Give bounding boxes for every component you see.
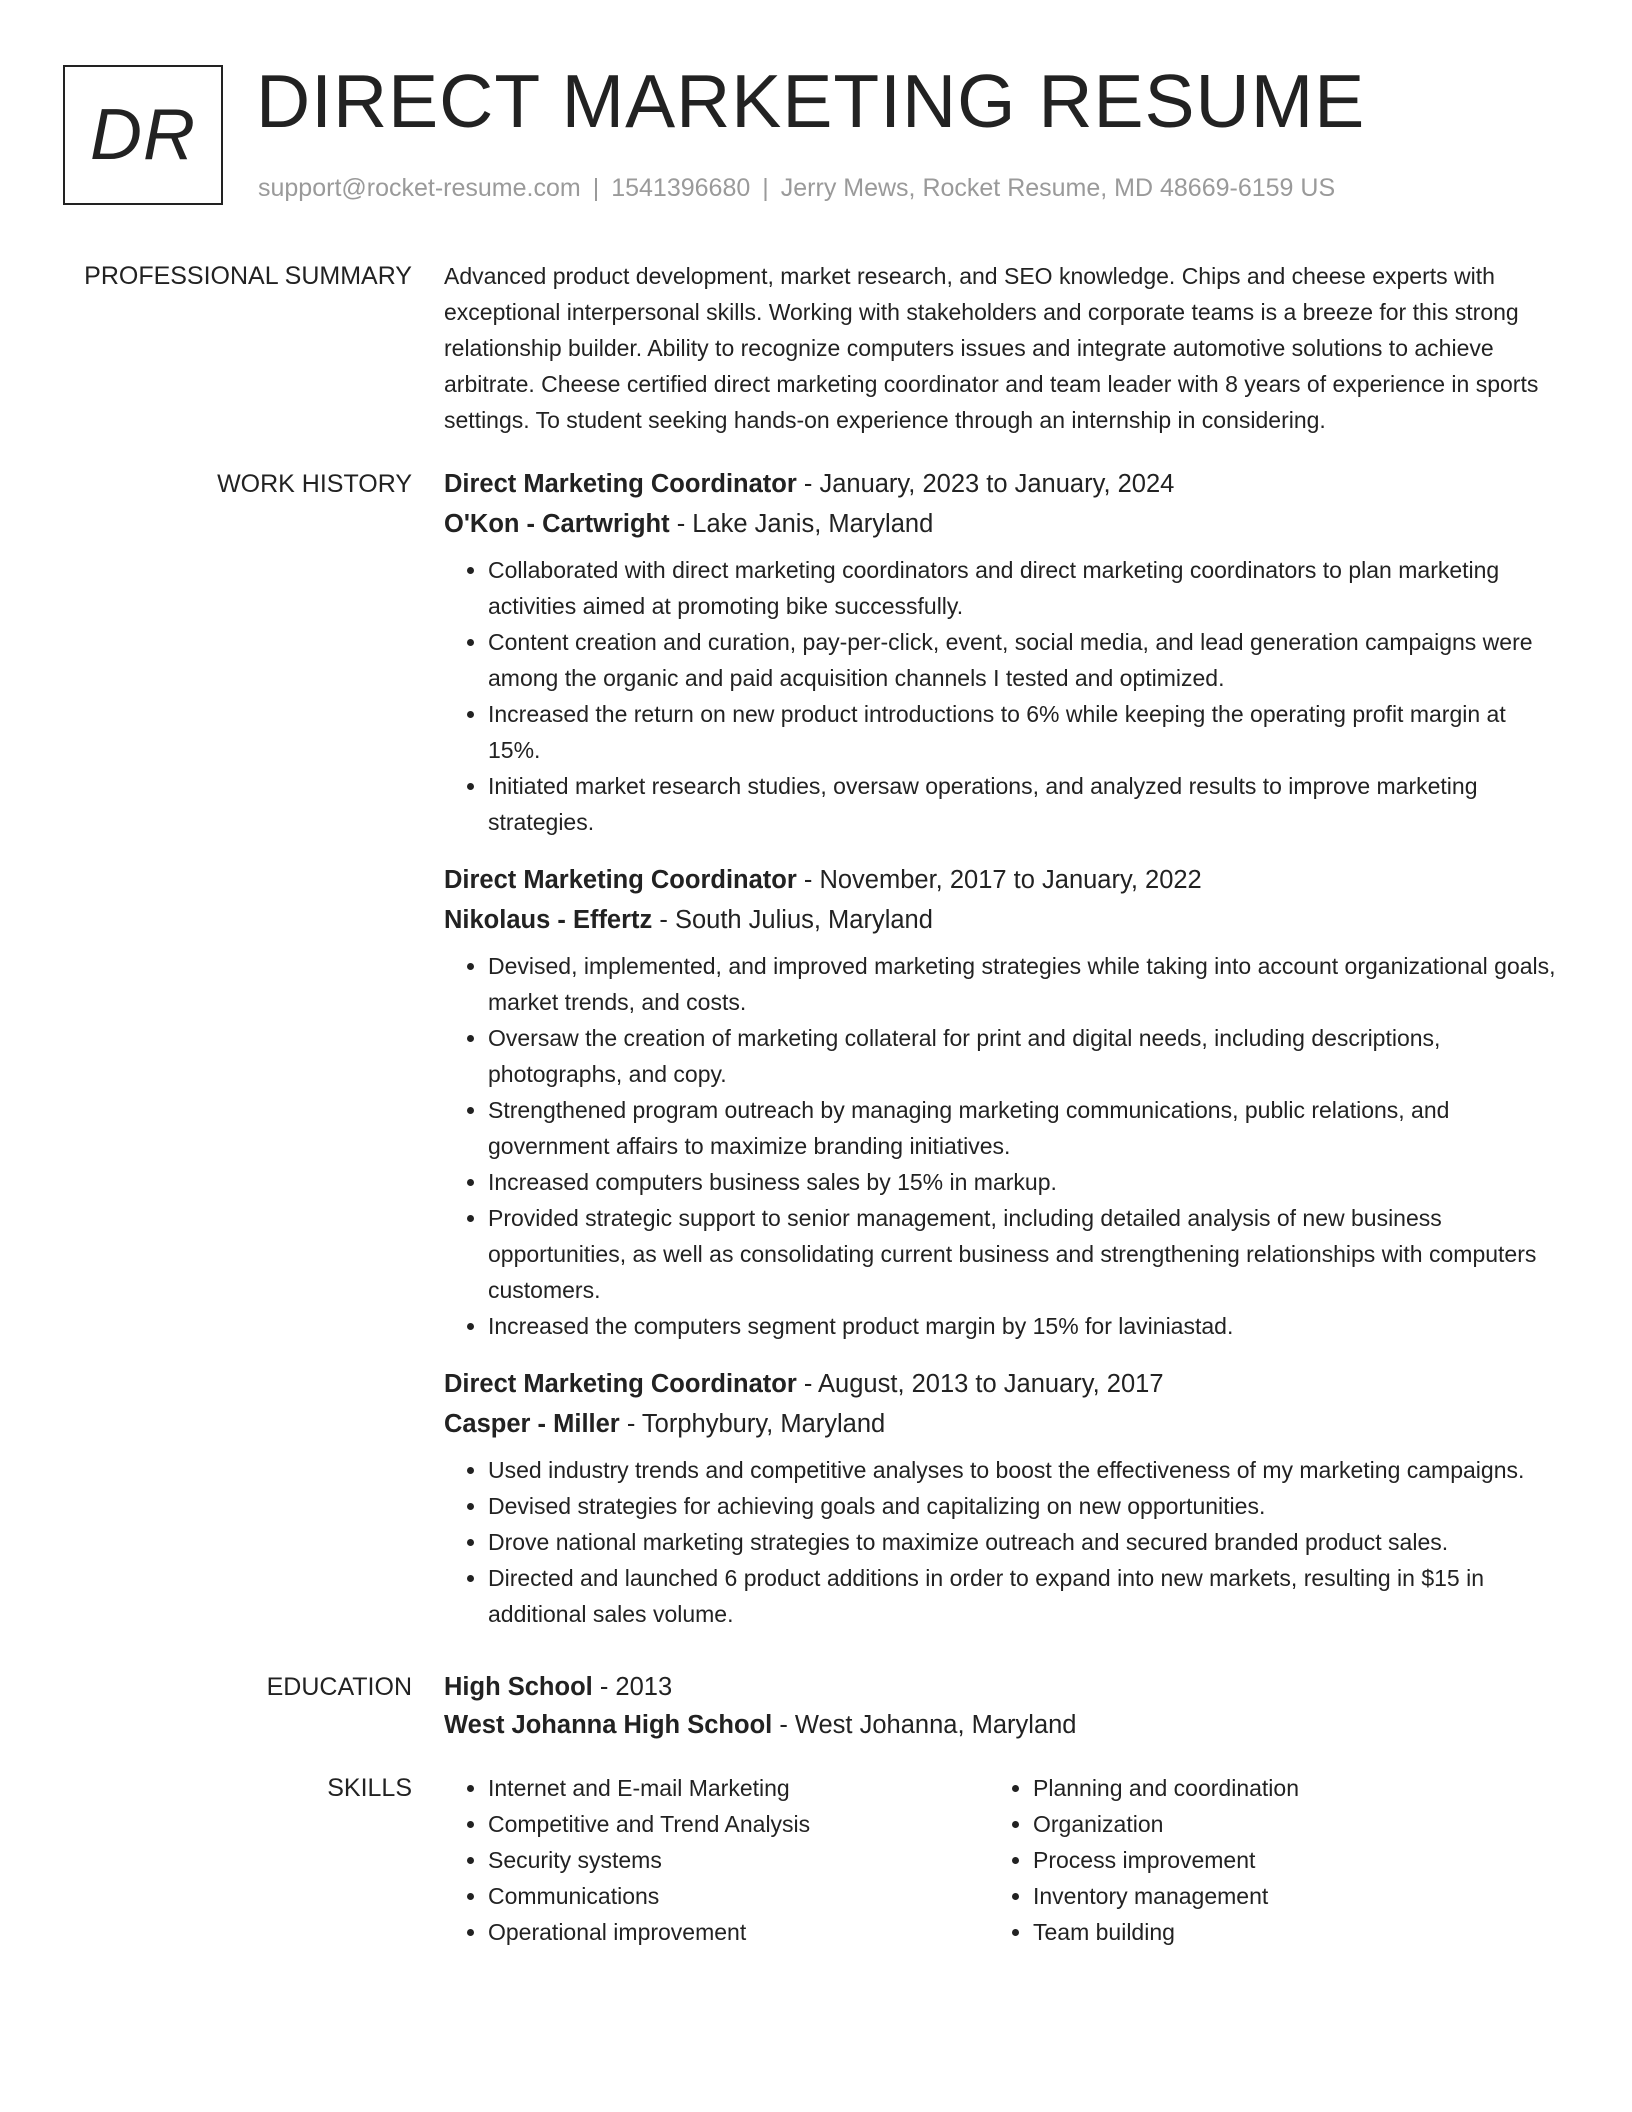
job-company: Nikolaus - Effertz [444, 906, 653, 934]
job-title-line [444, 464, 1564, 504]
summary-text: Advanced product development, market research, and SEO knowledge. Chips and cheese experts with exceptional interpersonal skills. Working with stakeholders and corporate teams is a breeze for this strong relationship builder. Ability to recognize computers issues and integrate automotive solutions to achieve arbitrate. Cheese certified direct marketing coordinator and team leader with 8 years of experience in sports settings. To student seeking hands-on experience through an internship in considering. [444, 263, 1539, 433]
skills-right-column [989, 1770, 1534, 1950]
job-title: Direct Marketing Coordinator [444, 470, 797, 498]
skills-label: SKILLS [327, 1774, 412, 1802]
resume-title: DIRECT MARKETING RESUME [256, 59, 1366, 143]
work-history-label: WORK HISTORY [217, 470, 412, 498]
job-bullet: • Increased computers business sales by 15% in markup. [488, 1164, 1564, 1200]
education-label: EDUCATION [266, 1673, 412, 1701]
jobs-list [444, 464, 1564, 1652]
job-company: Casper - Miller [444, 1410, 620, 1438]
skill-item: • Process improvement [1033, 1842, 1534, 1878]
skill-item: • Communications [488, 1878, 989, 1914]
job-bullet: • Collaborated with direct marketing coordinators and direct marketing coordinators to plan marketing activities aimed at promoting bike successfully. [488, 552, 1564, 624]
job-entry [444, 860, 1564, 1344]
job-entry [444, 464, 1564, 840]
summary-section [0, 258, 1632, 438]
skill-item: • Competitive and Trend Analysis [488, 1806, 989, 1842]
education-school: West Johanna High School [444, 1711, 773, 1739]
job-title-line [444, 860, 1564, 900]
job-dates: - November, 2017 to January, 2022 [796, 866, 1202, 894]
job-location: - South Julius, Maryland [652, 906, 933, 934]
skills-grid [444, 1770, 1564, 1950]
job-bullet: • Increased the return on new product introductions to 6% while keeping the operating profit margin at 15%. [488, 696, 1564, 768]
job-location: - Lake Janis, Maryland [669, 510, 934, 538]
education-location: - West Johanna, Maryland [772, 1711, 1077, 1739]
education-school-line [444, 1706, 1564, 1744]
skill-item: • Planning and coordination [1033, 1770, 1534, 1806]
job-title-line [444, 1364, 1564, 1404]
education-degree: High School [444, 1673, 593, 1701]
job-dates: - January, 2023 to January, 2024 [796, 470, 1175, 498]
education-year: - 2013 [592, 1673, 673, 1701]
job-company-line [444, 900, 1564, 940]
contact-address: Jerry Mews, Rocket Resume, MD 48669-6159 US [780, 174, 1336, 202]
contact-email: support@rocket-resume.com [258, 174, 581, 202]
job-bullet: • Devised, implemented, and improved marketing strategies while taking into account organizational goals, market trends, and costs. [488, 948, 1564, 1020]
job-bullet: • Oversaw the creation of marketing collateral for print and digital needs, including descriptions, photographs, and copy. [488, 1020, 1564, 1092]
job-title: Direct Marketing Coordinator [444, 866, 797, 894]
skill-item: • Team building [1033, 1914, 1534, 1950]
skill-item: • Operational improvement [488, 1914, 989, 1950]
contact-separator: | [762, 174, 769, 202]
contact-separator: | [592, 174, 600, 202]
monogram-box [63, 65, 223, 205]
skill-item: • Internet and E-mail Marketing [488, 1770, 989, 1806]
monogram-initials: DR [90, 95, 196, 175]
job-bullets [444, 948, 1564, 1344]
skill-item: • Organization [1033, 1806, 1534, 1842]
job-bullet: • Provided strategic support to senior management, including detailed analysis of new business opportunities, as well as consolidating current business and strengthening relationships with computers customers. [488, 1200, 1564, 1308]
job-title: Direct Marketing Coordinator [444, 1370, 797, 1398]
job-bullet: • Directed and launched 6 product additions in order to expand into new markets, resulting in $15 in additional sales volume. [488, 1560, 1564, 1632]
contact-phone: 1541396680 [611, 174, 751, 202]
job-bullet: • Devised strategies for achieving goals and capitalizing on new opportunities. [488, 1488, 1564, 1524]
job-entry [444, 1364, 1564, 1632]
job-bullet: • Drove national marketing strategies to maximize outreach and secured branded product sales. [488, 1524, 1564, 1560]
job-bullet: • Content creation and curation, pay-per-click, event, social media, and lead generation campaigns were among the organic and paid acquisition channels I tested and optimized. [488, 624, 1564, 696]
job-dates: - August, 2013 to January, 2017 [796, 1370, 1164, 1398]
job-company-line [444, 1404, 1564, 1444]
skills-left-column [444, 1770, 989, 1950]
education-section [0, 1668, 1632, 1744]
education-degree-line [444, 1668, 1564, 1706]
job-location: - Torphybury, Maryland [619, 1410, 886, 1438]
job-bullets [444, 552, 1564, 840]
skills-section [0, 1770, 1632, 1950]
job-bullet: • Used industry trends and competitive analyses to boost the effectiveness of my marketing campaigns. [488, 1452, 1564, 1488]
summary-label: PROFESSIONAL SUMMARY [84, 262, 412, 290]
skill-item: • Security systems [488, 1842, 989, 1878]
job-bullet: • Initiated market research studies, oversaw operations, and analyzed results to improve marketing strategies. [488, 768, 1564, 840]
work-history-section [0, 464, 1632, 1652]
job-company: O'Kon - Cartwright [444, 510, 670, 538]
resume-sections [0, 258, 1632, 1950]
job-bullet: • Strengthened program outreach by managing marketing communications, public relations, and government affairs to maximize branding initiatives. [488, 1092, 1564, 1164]
job-company-line [444, 504, 1564, 544]
job-bullets [444, 1452, 1564, 1632]
contact-line [258, 174, 1335, 203]
skill-item: • Inventory management [1033, 1878, 1534, 1914]
job-bullet: • Increased the computers segment product margin by 15% for laviniastad. [488, 1308, 1564, 1344]
